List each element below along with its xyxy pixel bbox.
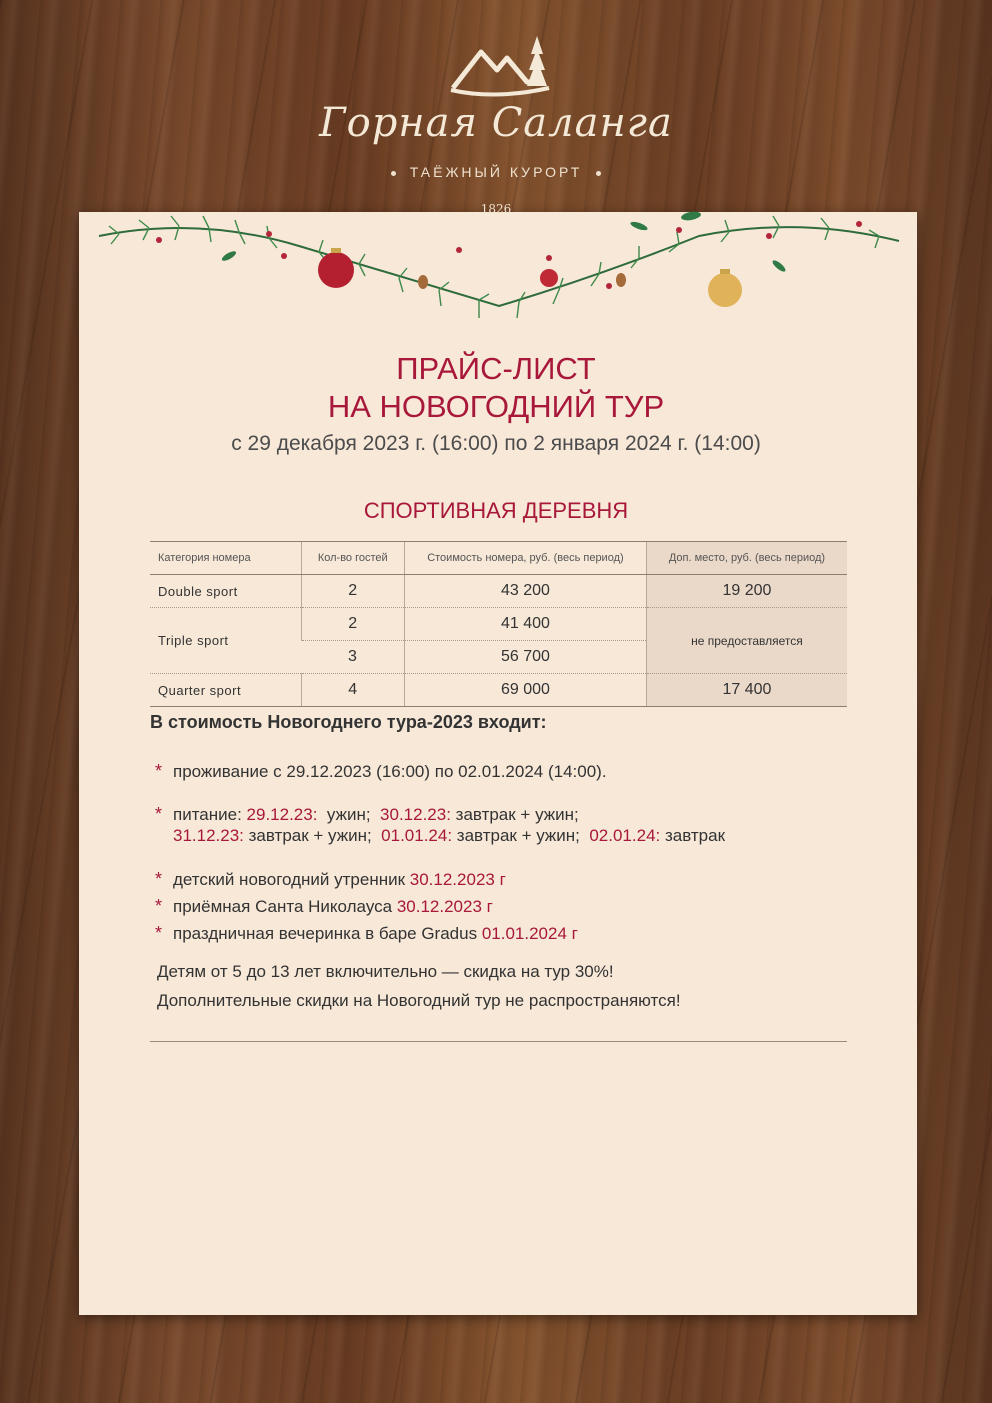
- food-date-1: 29.12.23:: [246, 805, 318, 824]
- row-extra: 19 200: [646, 575, 847, 608]
- title-line-1: ПРАЙС-ЛИСТ: [396, 351, 596, 386]
- table-header-row: [150, 542, 847, 575]
- row-category: Quarter sport: [150, 674, 301, 707]
- list-item-matinee: [155, 869, 506, 890]
- bullet-star-icon: *: [155, 896, 163, 916]
- food-label: питание:: [173, 805, 247, 824]
- tagline-text: ТАЁЖНЫЙ КУРОРТ: [409, 164, 583, 180]
- mountain-hat-logo-icon: [445, 30, 555, 110]
- brand-tagline: [0, 164, 992, 180]
- list-item-stay: [155, 761, 607, 782]
- row-extra: не предоставляется: [646, 608, 847, 674]
- row-extra: 17 400: [646, 674, 847, 707]
- header-category: Категория номера: [150, 542, 301, 575]
- bullet-star-icon: *: [155, 923, 163, 943]
- section-title: СПОРТИВНАЯ ДЕРЕВНЯ: [363, 498, 629, 523]
- food-meal-4: завтрак + ужин;: [452, 826, 590, 845]
- page-title: [0, 350, 992, 426]
- tour-dates: с 29 декабря 2023 г. (16:00) по 2 января 2024 г. (14:00): [231, 432, 761, 455]
- table-row: [150, 608, 847, 641]
- row-price: 69 000: [404, 674, 646, 707]
- bullet-star-icon: *: [155, 869, 163, 889]
- no-extra-discount-note: Дополнительные скидки на Новогодний тур не распространяются!: [157, 991, 681, 1010]
- matinee-date: 30.12.2023 г: [409, 870, 506, 889]
- food-meal-3: завтрак + ужин;: [243, 826, 382, 845]
- logo: [0, 30, 992, 220]
- party-date: 01.01.2024 г: [481, 924, 578, 943]
- red-ornament-icon: [318, 252, 354, 288]
- tagline-dot-left: [391, 171, 396, 176]
- list-item-santa: [155, 896, 493, 917]
- header-price: Стоимость номера, руб. (весь период): [404, 542, 646, 575]
- list-item-food: [155, 804, 579, 825]
- food-date-3: 31.12.23:: [173, 826, 244, 845]
- food-meal-2: завтрак + ужин;: [450, 805, 579, 824]
- row-guests: 2: [301, 575, 404, 608]
- food-meal-5: завтрак: [660, 826, 726, 845]
- santa-date: 30.12.2023 г: [396, 897, 493, 916]
- includes-title: В стоимость Новогоднего тура-2023 входит:: [150, 712, 547, 732]
- bullet-star-icon: *: [155, 761, 163, 781]
- bullet-star-icon: *: [155, 804, 163, 824]
- food-date-2: 30.12.23:: [380, 805, 451, 824]
- bottom-divider: [150, 1041, 847, 1042]
- gold-ornament-icon: [708, 273, 742, 307]
- header-extra: Доп. место, руб. (весь период): [646, 542, 847, 575]
- matinee-text: детский новогодний утренник: [173, 870, 410, 889]
- discount-note: Детям от 5 до 13 лет включительно — скидка на тур 30%!: [157, 962, 614, 981]
- title-line-2: НА НОВОГОДНИЙ ТУР: [327, 389, 665, 424]
- list-item-party: [155, 923, 578, 944]
- tagline-dot-right: [596, 171, 601, 176]
- santa-text: приёмная Санта Николауса: [173, 897, 397, 916]
- food-date-4: 01.01.24:: [381, 826, 453, 845]
- stay-text: проживание с 29.12.2023 (16:00) по 02.01.2024 (14:00).: [173, 762, 607, 781]
- row-category: Triple sport: [150, 608, 301, 674]
- food-meal-1: ужин;: [317, 805, 381, 824]
- christmas-garland: [79, 196, 917, 346]
- table-row: [150, 575, 847, 608]
- price-table: [150, 541, 847, 707]
- list-item-food-cont: [173, 826, 725, 846]
- row-category: Double sport: [150, 575, 301, 608]
- row-price: 41 400: [404, 608, 646, 641]
- row-guests: 4: [301, 674, 404, 707]
- row-guests: 2: [301, 608, 404, 641]
- party-text: праздничная вечеринка в баре Gradus: [173, 924, 482, 943]
- table-row: [150, 674, 847, 707]
- row-guests: 3: [301, 641, 404, 674]
- row-price: 56 700: [404, 641, 646, 674]
- food-date-5: 02.01.24:: [589, 826, 661, 845]
- row-price: 43 200: [404, 575, 646, 608]
- brand-name: Горная Саланга: [319, 100, 673, 146]
- header-guests: Кол-во гостей: [301, 542, 404, 575]
- founding-year: 1826: [480, 202, 512, 216]
